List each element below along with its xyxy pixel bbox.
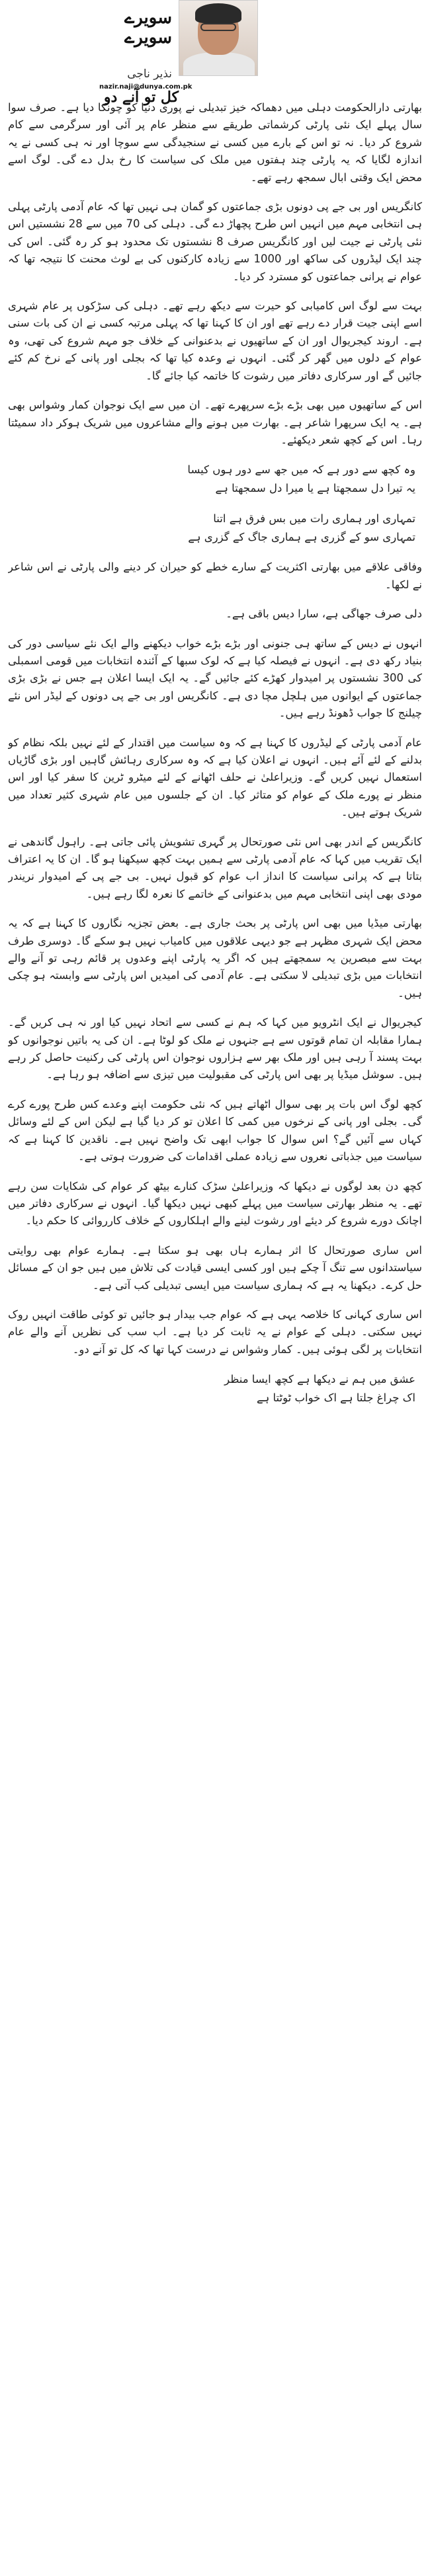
paragraph: کچھ لوگ اس بات پر بھی سوال اٹھاتے ہیں کہ نئی حکومت اپنے وعدے کس طرح پورے کرے گی۔ بجلی اور پانی کے نرخوں میں کمی کا اعلان تو کر دیا گیا ہے لیکن اس کے لئے وسائل کہاں سے آئیں گے؟ اس سوال کا جواب ابھی تک واضح نہیں ہے۔ ناقدین کا کہنا ہے کہ سیاست میں جذباتی نعروں سے زیادہ عملی اقدامات کی ضرورت ہوتی ہے۔ (8, 1097, 422, 1163)
poem-line: وہ کچھ سے دور ہے کہ میں جھ سے دور ہوں کیسا (187, 463, 415, 477)
author-photo (179, 0, 258, 76)
photo-shirt (183, 52, 255, 76)
paragraph: بہت سے لوگ اس کامیابی کو حیرت سے دیکھ رہے تھے۔ دہلی کی سڑکوں پر عام شہری اسے اپنی جیت قرار دے رہے تھے اور ان کا کہنا تھا کہ پہلی مرتبہ کسی نے ان کی بات سنی ہے۔ اروند کیجریوال اور ان کے ساتھیوں نے بدعنوانی کے خلاف جو مہم شروع کی تھی، وہ عوام کے دلوں میں گھر کر گئی۔ انہوں نے وعدہ کیا تھا کہ بجلی اور پانی کے نرخ کم کئے جائیں گے اور سرکاری دفاتر میں رشوت کا خاتمہ کیا جائے گا۔ (8, 299, 422, 382)
poem-stanza (8, 510, 422, 547)
paragraph: عام آدمی پارٹی کے لیڈروں کا کہنا ہے کہ وہ سیاست میں اقتدار کے لئے نہیں بلکہ نظام کو بدلنے کے لئے آئے ہیں۔ انہوں نے اعلان کیا ہے کہ وہ سرکاری رہائش گاہیں اور بڑی گاڑیاں استعمال نہیں کریں گے۔ وزیراعلیٰ نے حلف اٹھانے کے لئے میٹرو ٹرین کا سفر کیا اور اس منظر نے پورے ملک کے عوام کو متاثر کیا۔ ان کے جلسوں میں عام شہری کثیر تعداد میں شریک ہوتے ہیں۔ (8, 736, 422, 819)
paragraph: اس کے ساتھیوں میں بھی بڑے بڑے سرپھرے تھے۔ ان میں سے ایک نوجوان کمار وشواس بھی ہے۔ یہ ایک سرپھرا شاعر ہے۔ بھارت میں ہونے والے مشاعروں میں شریک ہوکر داد سمیٹتا رہا۔ اس کے کچھ شعر دیکھئے۔ (8, 399, 422, 446)
logo-line-2: سویرے (124, 28, 172, 48)
paragraph: کیجریوال نے ایک انٹرویو میں کہا کہ ہم نے کسی سے اتحاد نہیں کیا اور نہ ہی کریں گے۔ ہمارا مقابلہ ان تمام قوتوں سے ہے جنہوں نے ملک کو لوٹا ہے۔ ان کی یہ باتیں نوجوانوں کو بہت پسند آ رہی ہیں اور ملک بھر سے ہزاروں نوجوان اس پارٹی کی رکنیت حاصل کر رہے ہیں۔ سوشل میڈیا پر بھی اس پارٹی کی مقبولیت میں تیزی سے اضافہ ہو رہا ہے۔ (8, 1016, 422, 1081)
paragraph: انہوں نے دیس کے ساتھ ہی جنونی اور بڑے بڑے خواب دیکھنے والے ایک نئے سیاسی دور کی بنیاد رکھ دی ہے۔ انہوں نے فیصلہ کیا ہے کہ لوک سبھا کے آئندہ انتخابات میں قومی اسمبلی کی 300 نشستوں پر امیدوار کھڑے کئے جائیں گے۔ یہ ایک ایسا اعلان ہے جس نے بڑی بڑی جماعتوں کے ایوانوں میں ہلچل مچا دی ہے۔ کانگریس اور بی جے پی دونوں کے لیڈر اس نئے چیلنج کا جواب ڈھونڈ رہے ہیں۔ (8, 637, 422, 720)
paragraph: دلی صرف جھاگی ہے، سارا دیس باقی ہے۔ (226, 607, 422, 621)
paragraph: کچھ دن بعد لوگوں نے دیکھا کہ وزیراعلیٰ سڑک کنارے بیٹھ کر عوام کی شکایات سن رہے تھے۔ یہ منظر بھارتی سیاست میں پہلے کبھی نہیں دیکھا گیا۔ انہوں نے سرکاری دفاتر میں اچانک دورے شروع کر دیئے اور رشوت لینے والے اہلکاروں کے خلاف کارروائی کا حکم دیا۔ (8, 1179, 422, 1228)
author-name: نذیر ناجی (127, 67, 172, 81)
photo-glasses (200, 23, 236, 31)
paragraph: وفاقی علاقے میں بھارتی اکثریت کے سارے خطے کو حیران کر دینے والی پارٹی نے اس شاعر نے لکھا۔ (8, 561, 422, 591)
author-email: nazir.naji@dunya.com.pk (99, 83, 193, 91)
paragraph: بھارتی میڈیا میں بھی اس پارٹی پر بحث جاری ہے۔ بعض تجزیہ نگاروں کا کہنا ہے کہ یہ محض ایک شہری مظہر ہے جو دیہی علاقوں میں کامیاب نہیں ہو سکے گا۔ دوسری طرف بہت سے مبصرین یہ سمجھتے ہیں کہ اگر یہ پارٹی اپنے وعدوں پر قائم رہی تو آنے والے انتخابات میں بڑی تبدیلی لا سکتی ہے۔ عام آدمی کی امیدیں اس پارٹی سے وابستہ ہو چکی ہیں۔ (8, 917, 422, 999)
poem-line: اک چراغ جلتا ہے اک خواب ٹوٹتا ہے (256, 1391, 415, 1405)
photo-hair (195, 3, 241, 23)
poem-line: عشق میں ہم نے دیکھا ہے کچھ ایسا منظر (224, 1373, 415, 1386)
column-logo (99, 8, 172, 48)
paragraph: بھارتی دارالحکومت دہلی میں دھماکہ خیز تبدیلی نے پوری دنیا کو چونکا دیا ہے۔ صرف سوا سال پہلے ایک نئی پارٹی کرشماتی طریقے سے منظر عام پر آئی اور سرگرمی سے کام شروع کر دیا۔ نہ تو اس کے بارے میں کسی نے سنجیدگی سے سوچا اور نہ ہی کسی نے یہ اندازہ لگایا کہ یہ پارٹی چند ہفتوں میں ملک کی سیاست کا رخ بدل دے گی۔ لوگ اسے محض ایک وقتی ابال سمجھ رہے تھے۔ (8, 101, 422, 184)
paragraph: اس ساری صورتحال کا اثر ہمارے ہاں بھی ہو سکتا ہے۔ ہمارے عوام بھی روایتی سیاستدانوں سے تنگ آ چکے ہیں اور کسی ایسی قیادت کی تلاش میں ہیں جو ان کے مسائل حل کرے۔ دیکھنا یہ ہے کہ ہماری سیاست میں ایسی تبدیلی کب آتی ہے۔ (8, 1243, 422, 1292)
poem-stanza (8, 461, 422, 498)
column-body (8, 99, 422, 2575)
logo-line-1: سویرے (124, 8, 172, 28)
column-title: کل تو آنے دو (103, 89, 179, 106)
poem-line: یہ تیرا دل سمجھتا ہے یا میرا دل سمجھتا ہے (215, 482, 415, 495)
paragraph: کانگریس کے اندر بھی اس نئی صورتحال پر گہری تشویش پائی جاتی ہے۔ راہول گاندھی نے ایک تقریب میں کہا کہ عام آدمی پارٹی سے ہمیں بہت کچھ سیکھنا ہو گا۔ ان کا یہ اعتراف بتاتا ہے کہ پرانی سیاست کا انداز اب عوام کو قبول نہیں۔ بی جے پی کے امیدوار نریندر مودی بھی اپنی انتخابی مہم میں بدعنوانی کے خاتمے کا نعرہ لگا رہے ہیں۔ (8, 835, 422, 900)
poem-line: تمہاری اور ہماری رات میں بس فرق ہے اتنا (213, 512, 415, 526)
paragraph: کانگریس اور بی جے پی دونوں بڑی جماعتوں کو گمان ہی نہیں تھا کہ عام آدمی پارٹی پہلی ہی انتخابی مہم میں انہیں اس طرح پچھاڑ دے گی۔ دہلی کی 70 میں سے 28 نشستیں اس نئی پارٹی نے جیت لیں اور کانگریس صرف 8 نشستوں تک محدود ہو کر رہ گئی۔ اس کی چند ایک لیڈروں کی ساکھ اور 1000 سے زیادہ کارکنوں کی بے لوث محنت کا نتیجہ تھا کہ عوام نے پرانی جماعتوں کو مسترد کر دیا۔ (8, 200, 422, 283)
closing-poem (8, 1370, 422, 1407)
poem-line: تمہاری سو کے گزری ہے ہماری جاگ کے گزری ہے (188, 531, 415, 544)
paragraph: اس ساری کہانی کا خلاصہ یہی ہے کہ عوام جب بیدار ہو جائیں تو کوئی طاقت انہیں روک نہیں سکتی۔ دہلی کے عوام نے یہ ثابت کر دیا ہے۔ اب سب کی نظریں آنے والے عام انتخابات پر لگی ہوئی ہیں۔ کمار وشواس نے درست کہا تھا کہ کل تو آنے دو۔ (8, 1308, 422, 1356)
